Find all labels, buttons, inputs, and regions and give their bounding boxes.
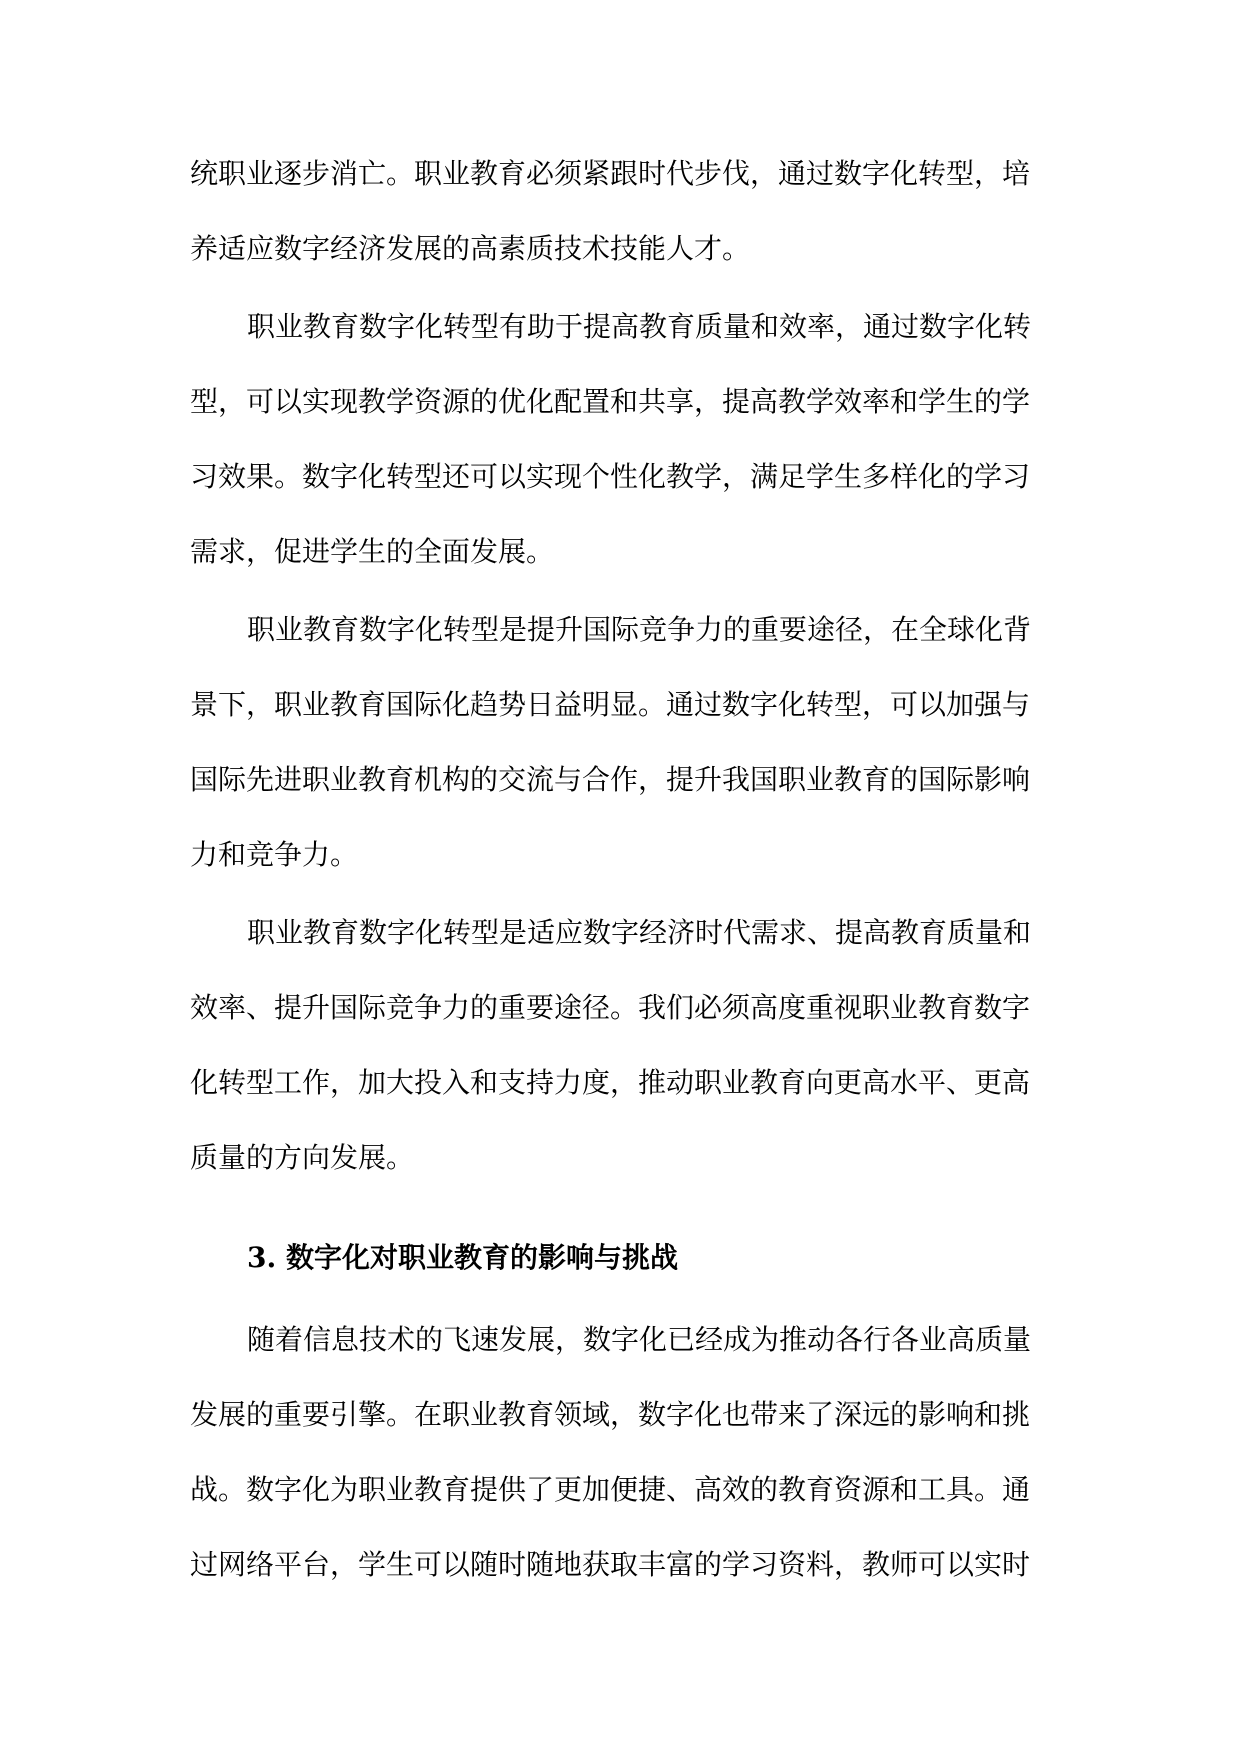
paragraph-impact-challenge — [190, 1302, 1050, 1602]
text-line: 养适应数字经济发展的高素质技术技能人才。 — [190, 232, 751, 265]
text-line: 力和竞争力。 — [190, 838, 359, 871]
text-line: 职业教育数字化转型是适应数字经济时代需求、提高教育质量和 — [247, 916, 1032, 949]
paragraph-quality-efficiency — [190, 289, 1050, 589]
text-line: 景下，职业教育国际化趋势日益明显。通过数字化转型，可以加强与 — [190, 688, 1031, 721]
text-line: 统职业逐步消亡。职业教育必须紧跟时代步伐，通过数字化转型，培 — [190, 157, 1031, 190]
text-line: 质量的方向发展。 — [190, 1141, 415, 1174]
text-line: 型，可以实现教学资源的优化配置和共享，提高教学效率和学生的学 — [190, 385, 1031, 418]
text-line: 过网络平台，学生可以随时随地获取丰富的学习资料，教师可以实时 — [190, 1548, 1031, 1581]
text-line: 职业教育数字化转型是提升国际竞争力的重要途径，在全球化背 — [247, 613, 1032, 646]
text-line: 国际先进职业教育机构的交流与合作，提升我国职业教育的国际影响 — [190, 763, 1031, 796]
text-line: 战。数字化为职业教育提供了更加便捷、高效的教育资源和工具。通 — [190, 1473, 1031, 1506]
text-line: 随着信息技术的飞速发展，数字化已经成为推动各行各业高质量 — [247, 1323, 1032, 1356]
paragraph-summary — [190, 895, 1050, 1195]
text-line: 需求，促进学生的全面发展。 — [190, 535, 555, 568]
text-line: 化转型工作，加大投入和支持力度，推动职业教育向更高水平、更高 — [190, 1066, 1031, 1099]
section-heading: 3. 数字化对职业教育的影响与挑战 — [247, 1241, 678, 1274]
paragraph-competitiveness — [190, 592, 1050, 892]
text-line: 职业教育数字化转型有助于提高教育质量和效率，通过数字化转 — [247, 310, 1032, 343]
text-line: 习效果。数字化转型还可以实现个性化教学，满足学生多样化的学习 — [190, 460, 1031, 493]
text-line: 发展的重要引擎。在职业教育领域，数字化也带来了深远的影响和挑 — [190, 1398, 1031, 1431]
paragraph-continuation — [190, 136, 1050, 286]
text-line: 效率、提升国际竞争力的重要途径。我们必须高度重视职业教育数字 — [190, 991, 1031, 1024]
